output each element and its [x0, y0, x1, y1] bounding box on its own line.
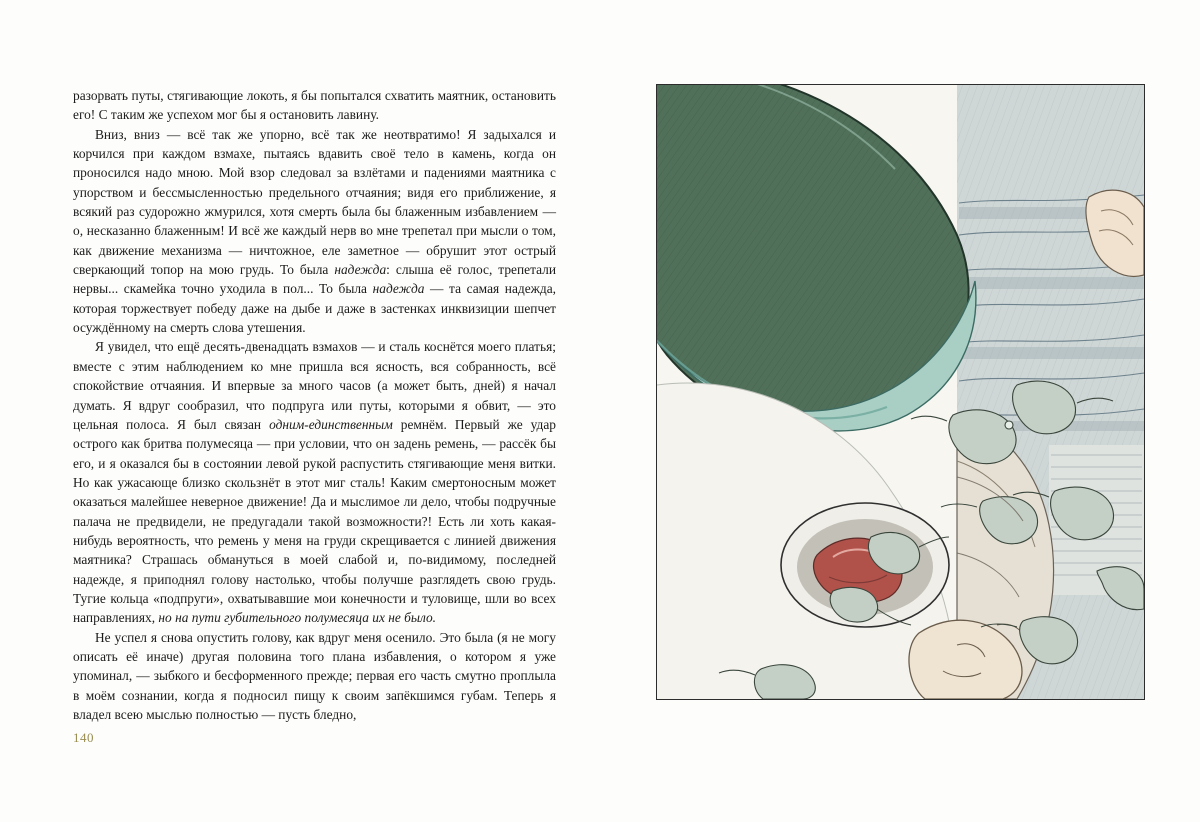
right-illustration-page: [600, 0, 1200, 822]
page-number: 140: [73, 730, 94, 745]
paragraph: [73, 337, 556, 627]
emphasis-text: надежда: [372, 281, 425, 297]
text-run: Вниз, вниз — всё так же упорно, всё так же неотвратимо! Я задыхался и корчился при каждом взмахе, пытаясь вдавить своё тело в камень, когда он проносился надо мною. Мой взор следовал за взлётами и падениями маятника с упорством и бессмысленностью предельного отчаяния; видя его приближение, я всякий раз судорожно жмурился, хотя смерть была бы блаженным избавлением — о, несказанно блаженным! И всё же каждый нерв во мне трепетал при мысли о том, как движение механизма — ничтожное, еле заметное — обрушит этот острый сверкающий топор на мою грудь. То была: [73, 126, 556, 278]
paragraph: [73, 86, 556, 125]
text-run: Не успел я снова опустить голову, как вдруг меня осенило. Это была (я не могу описать её иначе) другая половина того плана избавления, о котором я уже упоминал, — зыбкого и бесформенного прежде; первая его часть смутно проплыла в моём сознании, когда я подносил пищу к своим запёкшимся губам. Теперь я владел всею мыслью полностью — пусть бледно,: [73, 629, 556, 722]
body-text: [73, 86, 556, 724]
illustration-frame: [656, 84, 1145, 700]
text-run: : слыша её голос, трепетали нервы... скамейка точно уходила в пол... То была: [73, 262, 556, 297]
emphasis-text: но на пути губительного полумесяца их не было.: [158, 610, 437, 626]
text-run: ремнём. Первый же удар острого как бритва полумесяца — при условии, что он задень ремень, — рассёк бы его, и я оказался бы в состоянии левой рукой распустить стягивающие меня витки. Но как ужасающе близко скользнёт в этот миг сталь! Каким смертоносным может оказаться малейшее неверное движение! Да и мыслимое ли дело, чтобы подручные палача не предвидели, не предугадали такой возможности?! Есть ли хоть какая-нибудь вероятность, что ремень у меня на груди скрещивается с линией движения маятника? Страшась обмануться в моей слабой и, по-видимому, последней надежде, я приподнял голову настолько, чтобы получше разглядеть свою грудь. Тугие кольца «подпруги», охватывавшие мои конечности и туловище, шли во всех направлениях,: [73, 416, 556, 626]
text-run: разорвать путы, стягивающие локоть, я бы попытался схватить маятник, остановить его! С таким же успехом мог бы я остановить лавину.: [73, 88, 556, 123]
emphasis-text: надежда: [334, 262, 387, 278]
paragraph: [73, 628, 556, 725]
emphasis-text: одним-единственным: [269, 416, 393, 432]
food-dish: [781, 503, 949, 627]
paragraph: [73, 125, 556, 338]
text-run: Я увидел, что ещё десять-двенадцать взмахов — и сталь коснётся моего платья; вместе с этим наблюдением ко мне пришла вся ясность, вся собранность, всё спокойствие отчаяния. И впервые за много часов (а может быть, дней) я начал думать. Я вдруг сообразил, что подпруга или путы, которыми я обвит, — это цельная полоса. Я был связан: [73, 339, 556, 432]
illustration-artwork: [657, 85, 1144, 699]
text-run: — та самая надежда, которая торжествует победу даже на дыбе и даже в застенках инквизиции шепчет осуждённому на смерть слова утешения.: [73, 281, 557, 336]
